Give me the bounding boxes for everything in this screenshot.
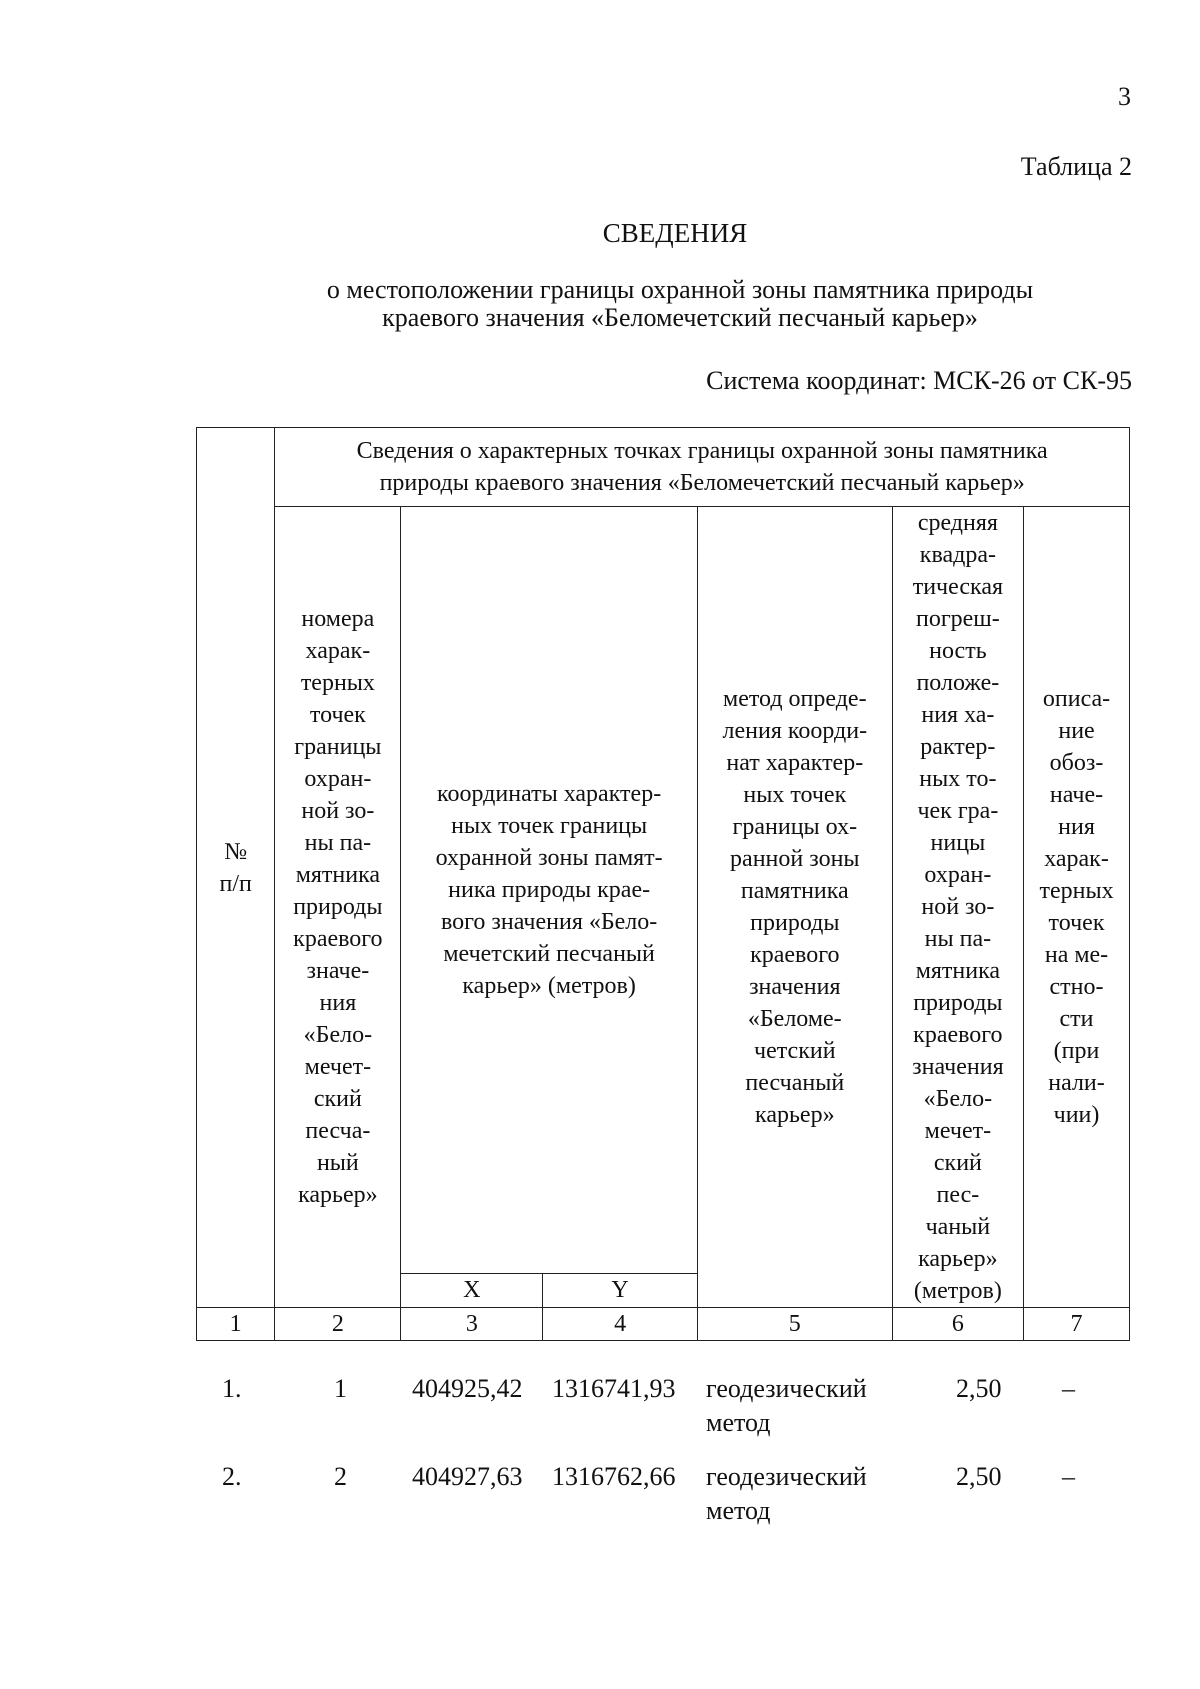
row-number: 2. [222, 1462, 242, 1491]
point-number: 1 [334, 1374, 347, 1403]
header-y: Y [543, 1273, 698, 1307]
table-row [196, 1460, 1130, 1548]
header-mean-square-error: средняя квадра- тическая погреш- ность положе- ния ха- рактер- ных то- чек гра- ницы охран- ной зо- ны па- мятника природы краевого значения «Бело- мечет- ский пес- чаный карьер» (метров) [892, 507, 1023, 1308]
column-number: 3 [401, 1308, 543, 1341]
column-number: 7 [1024, 1308, 1130, 1341]
point-description: – [1062, 1374, 1075, 1403]
column-number: 5 [697, 1308, 892, 1341]
header-method: метод опреде- ления коорди- нат характер- ных точек границы ох- ранной зоны памятника природы краевого значения «Беломе- четский песчаный карьер» [697, 507, 892, 1308]
header-group-points-info: Сведения о характерных точках границы охранной зоны памятника природы краевого значения «Беломечетский песчаный карьер» [275, 428, 1130, 507]
column-number-row [197, 1308, 1130, 1341]
coordinate-y: 1316762,66 [552, 1462, 676, 1491]
coordinates-table-body [196, 1372, 1130, 1548]
header-row-number: № п/п [197, 428, 275, 1308]
coordinate-x: 404927,63 [412, 1462, 523, 1491]
header-point-description: описа- ние обоз- наче- ния харак- терных точек на ме- стно- сти (при нали- чии) [1024, 507, 1130, 1308]
header-point-numbers: номера харак- терных точек границы охран- ной зо- ны па- мятника природы краевого значе- ния «Бело- мечет- ский песча- ный карьер» [275, 507, 401, 1308]
table-label: Таблица 2 [1020, 152, 1132, 181]
point-number: 2 [334, 1462, 347, 1491]
coordinate-system-label: Система координат: МСК-26 от СК-95 [706, 366, 1132, 395]
document-subtitle [240, 276, 1120, 332]
row-number: 1. [222, 1374, 242, 1403]
subtitle-line-2: краевого значения «Беломечетский песчаный карьер» [382, 303, 978, 332]
column-number: 6 [892, 1308, 1023, 1341]
page-number: 3 [1118, 82, 1131, 111]
subtitle-line-1: о местоположении границы охранной зоны памятника природы [326, 275, 1034, 304]
coordinate-y: 1316741,93 [552, 1374, 676, 1403]
table-row [196, 1372, 1130, 1460]
coordinates-table-header [196, 427, 1130, 1341]
determination-method: геодезический метод [706, 1462, 867, 1525]
header-x: X [401, 1273, 543, 1307]
header-coordinates: координаты характер- ных точек границы охранной зоны памят- ника природы крае- вого значения «Бело- мечетский песчаный карьер» (метров) [401, 507, 698, 1274]
determination-method: геодезический метод [706, 1374, 867, 1437]
document-title: СВЕДЕНИЯ [602, 218, 748, 248]
column-number: 4 [543, 1308, 698, 1341]
mean-square-error: 2,50 [956, 1462, 1002, 1491]
point-description: – [1062, 1462, 1075, 1491]
column-number: 1 [197, 1308, 275, 1341]
coordinate-x: 404925,42 [412, 1374, 523, 1403]
mean-square-error: 2,50 [956, 1374, 1002, 1403]
column-number: 2 [275, 1308, 401, 1341]
